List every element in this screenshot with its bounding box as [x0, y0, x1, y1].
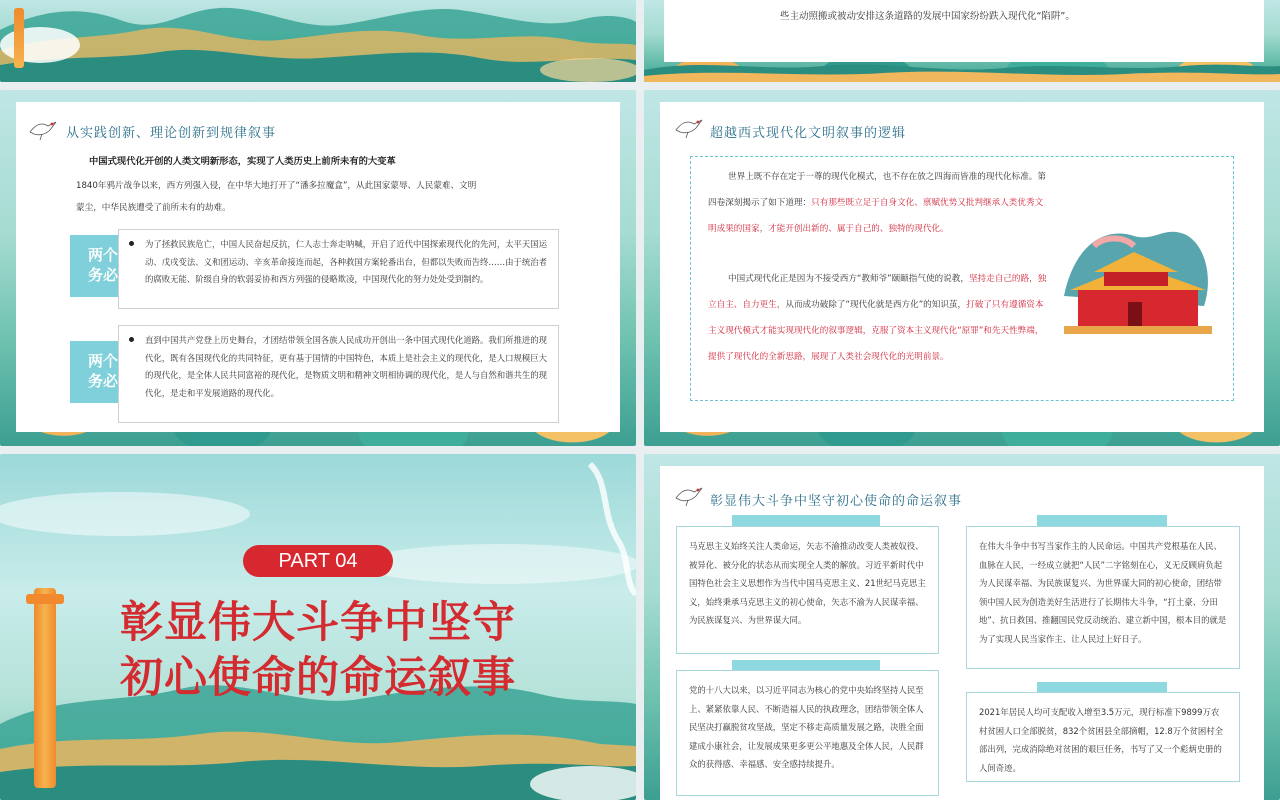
- text-box-4: 2021年居民人均可支配收入增至3.5万元，现行标准下9899万农村贫困人口全部脱贫，832个贫困县全部摘帽，12.8万个贫困村全部出列，完成消除绝对贫困的艰巨任务，书写了又一个彪炳史册的人间奇迹。: [966, 692, 1240, 782]
- crane-icon: [674, 116, 704, 140]
- pillar-illustration: [34, 588, 56, 788]
- text-box-3: 党的十八大以来，以习近平同志为核心的党中央始终坚持人民至上、紧紧依靠人民、不断造福人民的执政理念，团结带领全体人民坚决打赢脱贫攻坚战，坚定不移走高质量发展之路，决胜全面建成小康社会，让发展成果更多更公平地惠及全体人民，人民群众的获得感、幸福感、安全感持续提升。: [676, 670, 939, 796]
- pillar-top-icon: [26, 594, 64, 604]
- slide-thumbnail-top-right[interactable]: [644, 0, 1280, 82]
- mountain-strip: [644, 58, 1280, 82]
- part-number-badge: PART 04: [243, 545, 393, 577]
- part-title-line-1: 彰显伟大斗争中坚守: [120, 599, 516, 647]
- section-subtitle: 中国式现代化开创的人类文明新形态，实现了人类历史上前所未有的大变革: [89, 156, 396, 167]
- flag-icon: [14, 8, 24, 68]
- section-title: 彰显伟大斗争中坚守初心使命的命运叙事: [710, 493, 963, 508]
- paragraph-2-normal-a: 中国式现代化正是因为不接受西方“教师爷”颐颐指气使的说教，: [728, 274, 969, 284]
- bullet-card-1: 为了拯救民族危亡，中国人民奋起反抗，仁人志士奔走呐喊，开启了近代中国探索现代化的先河，太平天国运动、戊戌变法、义和团运动、辛亥革命接连而起，各种救国方案轮番出台，但都以失败而告终……由于统治者的腐败无能、阶级自身的软弱妥协和西方列强的侵略欺凌，中国现代化的努力处处受到制约。: [118, 229, 559, 309]
- intro-line-2: 蒙尘，中华民族遭受了前所未有的劫难。: [76, 203, 231, 213]
- slide-thumbnail-bottom-right[interactable]: [644, 454, 1280, 800]
- tag-two-musts-1: 两个 务必: [70, 235, 136, 297]
- slide-thumbnail-middle-right[interactable]: [644, 90, 1280, 446]
- bullet-card-2: 直到中国共产党登上历史舞台，才团结带领全国各族人民成功开创出一条中国式现代化道路。我们所推进的现代化，既有各国现代化的共同特征，更有基于国情的中国特色，本质上是社会主义的现代化，是人口规模巨大的现代化，是全体人民共同富裕的现代化，是物质文明和精神文明相协调的现代化，是人与自然和谐共生的现代化，是走和平发展道路的现代化。: [118, 325, 559, 423]
- paragraph-2-highlight-a: 坚持走自己的路，独立自主、自力更生，: [708, 274, 1047, 310]
- slide-thumbnail-top-left[interactable]: [0, 0, 636, 82]
- crane-icon: [674, 484, 704, 508]
- palace-illustration: [1044, 206, 1224, 346]
- paragraph-2-normal-b: 从而成功破除了“现代化就是西方化”的知识茧，: [785, 300, 967, 310]
- section-title: 从实践创新、理论创新到规律叙事: [66, 125, 277, 140]
- section-title: 超越西式现代化文明叙事的逻辑: [710, 125, 907, 140]
- paragraph-2-highlight-b: 打破了只有遵循资本主义现代模式才能实现现代化的叙事逻辑，克服了资本主义现代化“原罪”和先天性弊端，提供了现代化的全新思路，展现了人类社会现代化的光明前景。: [708, 300, 1044, 362]
- tag-two-musts-2: 两个 务必: [70, 341, 136, 403]
- intro-line-1: 1840年鸦片战争以来，西方列强入侵，在中华大地打开了“潘多拉魔盒”，从此国家蒙辱、人民蒙难、文明: [76, 181, 477, 191]
- crane-icon: [28, 118, 58, 142]
- paragraph-1-normal: 世界上既不存在定于一尊的现代化模式，也不存在放之四海而皆准的现代化标准。第四卷深刻揭示了如下道理：: [708, 172, 1046, 208]
- text-box-2: 在伟大斗争中书写当家作主的人民命运。中国共产党根基在人民、血脉在人民，一经成立就把“人民”二字铭刻在心，义无反顾肩负起为人民谋幸福、为民族谋复兴、为世界谋大同的初心使命，团结带领中国人民为创造美好生活进行了长期伟大斗争，“打土豪、分田地”、抗日救国、推翻国民党反动统治、建立新中国，根本目的就是为了实现人民当家作主、让人民过上好日子。: [966, 526, 1240, 669]
- paragraph-1: [708, 164, 1048, 242]
- text-box-1: 马克思主义始终关注人类命运，矢志不渝推动改变人类被奴役、被异化、被分化的状态从而实现全人类的解放。习近平新时代中国特色社会主义思想作为当代中国马克思主义、21世纪马克思主义，始终秉承马克思主义的初心使命，矢志不渝为人民谋幸福、为民族谋复兴、为世界谋大同。: [676, 526, 939, 654]
- slide-thumbnail-middle-left[interactable]: [0, 90, 636, 446]
- mountain-illustration: [0, 0, 636, 82]
- continued-text: 些主动照搬或被动安排这条道路的发展中国家纷纷跌入现代化“陷阱”。: [780, 11, 1075, 22]
- paragraph-1-highlight: 只有那些既立足于自身文化、禀赋优势又批判继承人类优秀文明成果的国家，才能开创出新的、属于自己的、独特的现代化。: [708, 198, 1044, 234]
- paragraph-2: [708, 266, 1048, 370]
- part-title-line-2: 初心使命的命运叙事: [120, 654, 516, 702]
